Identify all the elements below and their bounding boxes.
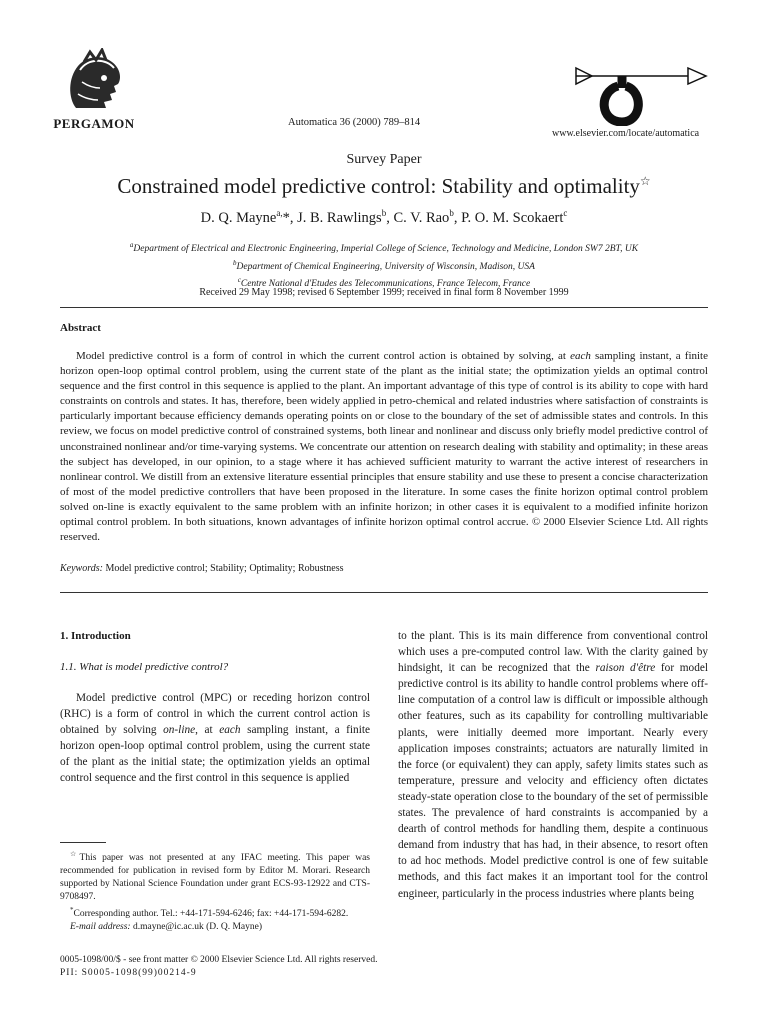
publisher-name: PERGAMON [53,116,135,131]
affiliation-c: $^c$Centre National d'Etudes des Telecommunications, France Telecom, France [237,276,531,290]
helmeted-head-emblem-icon [54,48,134,114]
divider-top [60,307,708,308]
divider-bottom [60,592,708,593]
author-name: D. Q. Mayne [200,209,277,226]
affiliations [0,239,768,292]
affiliation-a: $^a$Department of Electrical and Electronic Engineering, Imperial College of Science, Technology and Medicine, London SW7 2BT, UK [129,241,639,255]
email-link[interactable]: d.mayne@ic.ac.uk (D. Q. Mayne) [130,922,263,933]
subsection-heading: 1.1. What is model predictive control? [60,661,229,673]
author-affil-mark: a, [276,208,283,218]
keywords-text: Model predictive control; Stability; Optimality; Robustness [105,563,344,574]
article-type: Survey Paper [346,152,422,167]
footnote-corresponding: *Corresponding author. Tel.: +44-171-594-6246; fax: +44-171-594-6282. [70,906,349,920]
title-text: Constrained model predictive control: Stability and optimality [117,174,640,198]
author-affil-mark: b [381,208,387,218]
corresponding-mark[interactable]: * [282,209,290,226]
article-title [0,174,768,199]
footnote-email: E-mail address: d.mayne@ic.ac.uk (D. Q. Mayne) [70,922,263,933]
author-affil-mark: b [449,208,454,218]
copyright-notice: © 2000 Elsevier Science Ltd. All rights reserved. [60,516,708,544]
author-name: C. V. Rao [393,209,450,226]
journal-url[interactable]: www.elsevier.com/locate/automatica [552,128,700,139]
page-footer [60,954,377,980]
intro-paragraph-2: to the plant. This is its main difference from conventional control which uses a pre-computed control law. With the clarity gained by hindsight, it can be recognized that the raison d'être for model predictive control is its ability to handle control problems where off-line computation of a control law is difficult or impossible although other features, such as its capability for controlling multivariable plants, were initially deemed more important. Nearly every application imposes constraints; actuators are naturally limited in the force (or equivalent) they can apply, safety limits states such as temperature, pressure and velocity and efficiency often dictates steady-state operation close to the boundary of the set of permissible states. The prevalence of hard constraints is accompanied by a dearth of control methods for handling them, despite a continuous demand from industry that has had, in their absence, to resort often to ad hoc methods. Model predictive control is one of few suitable methods, and this fact makes it an important tool for the control engineer, particularly in the process industries where plants being [398,630,708,900]
author-list: D. Q. Mayne$^{a,}$*, J. B. Rawlings$^b$, C. V. Rao$^b$, P. O. M. Scokaert$^c$ [200,208,568,226]
footnotes [60,848,370,934]
author-affil-mark: c [563,208,568,218]
pii-line: PII: S0005-1098(99)00214-9 [60,968,197,978]
keywords [60,563,344,574]
journal-citation: Automatica 36 (2000) 789–814 [288,117,421,128]
publisher-logo [48,48,140,132]
front-matter-line: 0005-1098/00/$ - see front matter © 2000 Elsevier Science Ltd. All rights reserved. [60,955,378,965]
footnote-title: ☆This paper was not presented at any IFAC meeting. This paper was recommended for publication in revised form by Editor M. Morari. Research supported by National Science Foundation under grant ECS-93-12922 and CTS-9708497. [60,850,370,903]
automatica-arrow-loop-icon [570,62,710,126]
author-name: J. B. Rawlings [297,209,382,226]
abstract-body: Model predictive control is a form of control in which the current control action is obtained by solving, at each sampling instant, a finite horizon open-loop optimal control problem, using the current state of the plant as the initial state; the optimization yields an optimal control sequence and the first control in this sequence is applied to the plant. An important advantage of this type of control is its ability to cope with hard constraints on controls and states. It has, therefore, been widely applied in petro-chemical and related industries where satisfaction of constraints is particularly important because efficiency demands operating points on or close to the boundary of the set of admissible states and controls. In this review, we focus on model predictive control of constrained systems, both linear and nonlinear and discuss only briefly model predictive control of unconstrained nonlinear and/or time-varying systems. We concentrate our attention on research dealing with stability and optimality; in these areas the subject has developed, in our opinion, to a stage where it has achieved sufficient maturity to warrant the active interest of researchers in nonlinear control. We distill from an extensive literature essential principles that ensure stability and use these to present a concise characterization of most of the model predictive controllers that have been proposed in the literature. In some cases the finite horizon optimal control problem solved on-line is exactly equivalent to the same problem with an infinite horizon; in other cases it is equivalent to a modified infinite horizon optimal control problem. In both situations, known advantages of infinite horizon optimal control accrue. © 2000 Elsevier Science Ltd. All rights reserved. [60,350,708,544]
footnote-divider [60,842,106,843]
author-name: P. O. M. Scokaert [461,209,564,226]
keywords-label: Keywords: [60,563,103,574]
journal-logo [570,62,710,131]
abstract-heading: Abstract [60,322,101,334]
section-heading: 1. Introduction [60,630,131,642]
received-dates: Received 29 May 1998; revised 6 September 1999; received in final form 8 November 1999 [199,287,569,298]
title-footnote-mark[interactable]: ☆ [639,174,651,188]
affiliation-b: $^b$Department of Chemical Engineering, University of Wisconsin, Madison, USA [233,258,535,272]
intro-paragraph-1: Model predictive control (MPC) or receding horizon control (RHC) is a form of control in which the current control action is obtained by solving on-line, at each sampling instant, a finite horizon open-loop optimal control problem, using the current state of the plant as the initial state; the optimization yields an optimal control sequence and the first control in this sequence is applied [60,692,370,785]
